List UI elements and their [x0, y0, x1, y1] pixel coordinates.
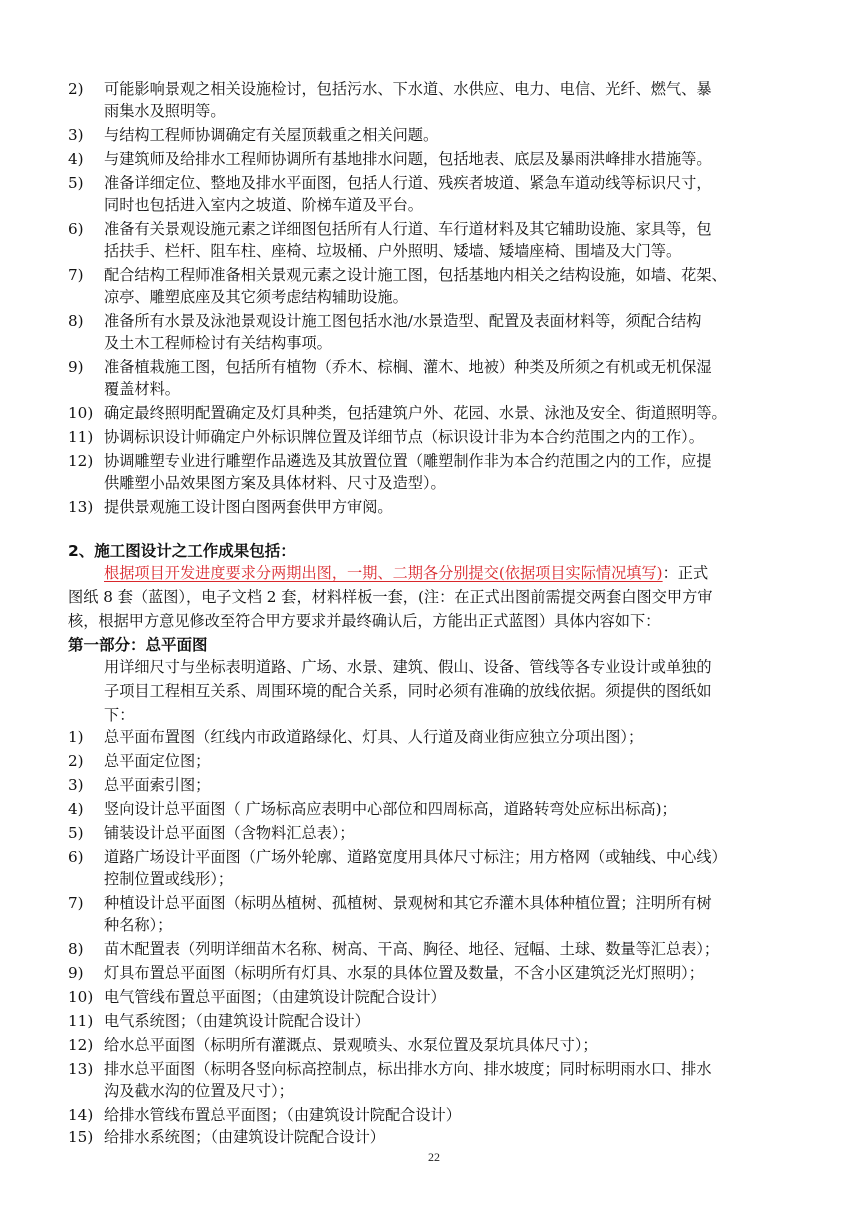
list-item-number: 9): [68, 358, 84, 376]
list-item-number: 9): [68, 964, 84, 982]
section-paragraph-line: 图纸 8 套（蓝图），电子文档 2 套，材料样板一套，(注：在正式出图前需提交两套白图交甲方审: [68, 588, 713, 606]
list-item-text: 给排水管线布置总平面图；（由建筑设计院配合设计）: [104, 1106, 461, 1124]
list-item-text: 灯具布置总平面图（标明所有灯具、水泵的具体位置及数量，不含小区建筑泛光灯照明）；: [104, 964, 704, 982]
list-item-number: 11): [68, 428, 94, 446]
list-item-text: 控制位置或线形）；: [104, 870, 234, 888]
part-heading: 第一部分：总平面图: [68, 636, 208, 654]
list-item-text: 协调雕塑专业进行雕塑作品遴选及其放置位置（雕塑制作非为本合约范围之内的工作，应提: [104, 452, 712, 470]
paragraph-text: ：正式: [662, 564, 709, 582]
list-item-number: 3): [68, 126, 84, 144]
list-item-number: 15): [68, 1128, 94, 1146]
list-item-number: 5): [68, 174, 84, 192]
list-item-number: 14): [68, 1106, 94, 1124]
list-item-text: 配合结构工程师准备相关景观元素之设计施工图，包括基地内相关之结构设施，如墙、花架、: [104, 266, 727, 284]
list-item-text: 凉亭、雕塑底座及其它须考虑结构辅助设施。: [104, 288, 408, 306]
list-item-text: 苗木配置表（列明详细苗木名称、树高、干高、胸径、地径、冠幅、土球、数量等汇总表）；: [104, 940, 720, 958]
list-item-text: 铺装设计总平面图（含物料汇总表）；: [104, 824, 355, 842]
list-item-text: 总平面定位图；: [104, 752, 211, 770]
highlighted-requirement: 根据项目开发进度要求分两期出图，一期、二期各分别提交(依据项目实际情况填写): [104, 564, 663, 582]
list-item-number: 6): [68, 848, 84, 866]
list-item-number: 5): [68, 824, 84, 842]
list-item-text: 与结构工程师协调确定有关屋顶载重之相关问题。: [104, 126, 439, 144]
list-item-text: 总平面索引图；: [104, 776, 211, 794]
list-item-text: 准备有关景观设施元素之详细图包括所有人行道、车行道材料及其它辅助设施、家具等，包: [104, 220, 712, 238]
section-heading: 2、施工图设计之工作成果包括：: [68, 542, 296, 560]
section-paragraph-line: 核，根据甲方意见修改至符合甲方要求并最终确认后，方能出正式蓝图）具体内容如下：: [68, 612, 661, 630]
list-item-number: 13): [68, 498, 94, 516]
list-item-text: 电气管线布置总平面图；（由建筑设计院配合设计）: [104, 988, 446, 1006]
list-item-text: 准备所有水景及泳池景观设计施工图包括水池/水景造型、配置及表面材料等，须配合结构: [104, 312, 702, 330]
list-item-text: 与建筑师及给排水工程师协调所有基地排水问题，包括地表、底层及暴雨洪峰排水措施等。: [104, 150, 712, 168]
list-item-number: 12): [68, 1036, 94, 1054]
list-item-text: 种植设计总平面图（标明丛植树、孤植树、景观树和其它乔灌木具体种植位置；注明所有树: [104, 894, 712, 912]
list-item-text: 竖向设计总平面图（ 广场标高应表明中心部位和四周标高，道路转弯处应标出标高)；: [104, 800, 677, 818]
list-item-number: 4): [68, 800, 84, 818]
list-item-text: 总平面布置图（红线内市政道路绿化、灯具、人行道及商业街应独立分项出图）；: [104, 728, 644, 746]
part-intro-line: 子项目工程相互关系、周围环境的配合关系，同时必须有准确的放线依据。须提供的图纸如: [104, 682, 712, 700]
list-item-number: 3): [68, 776, 84, 794]
list-item-text: 雨集水及照明等。: [104, 102, 226, 120]
list-item-number: 1): [68, 728, 84, 746]
part-intro-line: 用详细尺寸与坐标表明道路、广场、水景、建筑、假山、设备、管线等各专业设计或单独的: [104, 658, 712, 676]
list-item-number: 11): [68, 1012, 94, 1030]
section-paragraph-line: [104, 562, 708, 584]
list-item-number: 7): [68, 266, 84, 284]
list-item-text: 覆盖材料。: [104, 380, 180, 398]
list-item-text: 括扶手、栏杆、阻车柱、座椅、垃圾桶、户外照明、矮墙、矮墙座椅、围墙及大门等。: [104, 242, 682, 260]
list-item-number: 6): [68, 220, 84, 238]
list-item-text: 协调标识设计师确定户外标识牌位置及详细节点（标识设计非为本合约范围之内的工作）。: [104, 428, 704, 446]
list-item-number: 12): [68, 452, 94, 470]
list-item-text: 种名称）；: [104, 916, 173, 934]
list-item-number: 8): [68, 940, 84, 958]
list-item-number: 2): [68, 752, 84, 770]
list-item-text: 确定最终照明配置确定及灯具种类，包括建筑户外、花园、水景、泳池及安全、街道照明等。: [104, 404, 727, 422]
list-item-number: 7): [68, 894, 84, 912]
list-item-text: 道路广场设计平面图（广场外轮廓、道路宽度用具体尺寸标注；用方格网（或轴线、中心线）: [104, 848, 727, 866]
list-item-text: 可能影响景观之相关设施检讨，包括污水、下水道、水供应、电力、电信、光纤、燃气、暴: [104, 80, 712, 98]
list-item-text: 准备详细定位、整地及排水平面图，包括人行道、残疾者坡道、紧急车道动线等标识尺寸，: [104, 174, 712, 192]
list-item-text: 电气系统图；（由建筑设计院配合设计）: [104, 1012, 370, 1030]
list-item-text: 排水总平面图（标明各竖向标高控制点，标出排水方向、排水坡度；同时标明雨水口、排水: [104, 1060, 712, 1078]
list-item-text: 准备植栽施工图，包括所有植物（乔木、棕榈、灌木、地被）种类及所须之有机或无机保湿: [104, 358, 712, 376]
list-item-number: 2): [68, 80, 84, 98]
list-item-number: 13): [68, 1060, 94, 1078]
list-item-number: 10): [68, 404, 94, 422]
list-item-text: 供雕塑小品效果图方案及具体材料、尺寸及造型）。: [104, 474, 446, 492]
list-item-text: 给排水系统图；（由建筑设计院配合设计）: [104, 1128, 385, 1146]
list-item-text: 给水总平面图（标明所有灌溉点、景观喷头、水泵位置及泵坑具体尺寸）；: [104, 1036, 598, 1054]
page-number: 22: [428, 1150, 440, 1164]
list-item-text: 同时也包括进入室内之坡道、阶梯车道及平台。: [104, 196, 423, 214]
list-item-number: 10): [68, 988, 94, 1006]
list-item-text: 提供景观施工设计图白图两套供甲方审阅。: [104, 498, 393, 516]
list-item-text: 沟及截水沟的位置及尺寸）；: [104, 1082, 294, 1100]
list-item-text: 及土木工程师检讨有关结构事项。: [104, 334, 332, 352]
list-item-number: 4): [68, 150, 84, 168]
list-item-number: 8): [68, 312, 84, 330]
part-intro-line: 下：: [104, 706, 135, 724]
